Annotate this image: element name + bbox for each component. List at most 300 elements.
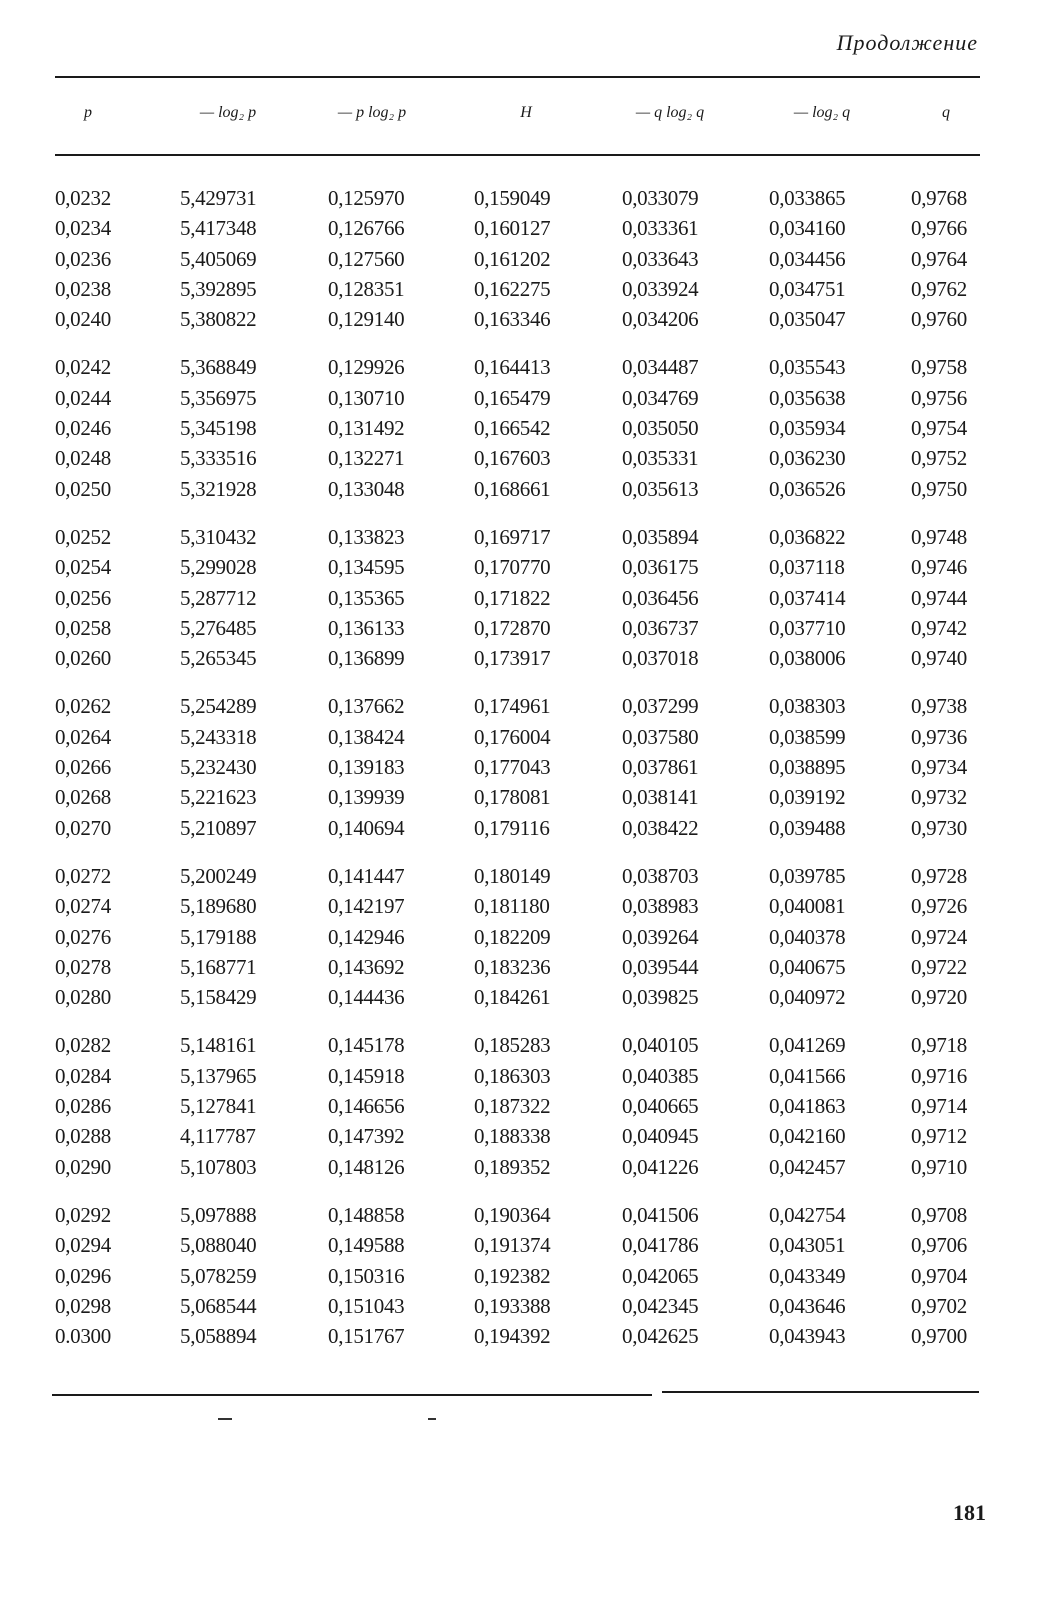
table-cell: 5,321928 [180,476,257,501]
table-cell: 0,142946 [328,924,405,949]
table-cell: 0,185283 [474,1033,551,1058]
table-cell: 0,133823 [328,524,405,549]
table-cell: 0,040378 [769,924,846,949]
table-cell: 5,189680 [180,894,257,919]
table-row [0,386,1058,416]
table-cell: 0,189352 [474,1154,551,1179]
table-cell: 0,0282 [55,1033,111,1058]
table-cell: 0,163346 [474,307,551,332]
table-cell: 0,039488 [769,815,846,840]
table-cell: 0,188338 [474,1124,551,1149]
table-cell: 0,0264 [55,724,111,749]
table-cell: 0,9706 [911,1233,967,1258]
table-cell: 0,135365 [328,585,405,610]
table-cell: 0,9734 [911,755,967,780]
table-cell: 5,368849 [180,355,257,380]
table-cell: 0,192382 [474,1263,551,1288]
table-cell: 0,042754 [769,1202,846,1227]
column-header-neg-log2-q: — log₂ q [793,104,851,121]
table-cell: 0,043646 [769,1293,846,1318]
table-cell: 5,058894 [180,1324,257,1349]
table-cell: 0,9724 [911,924,967,949]
row-group [0,694,1058,845]
table-row [0,477,1058,507]
table-row [0,925,1058,955]
table-row [0,955,1058,985]
header-rule [55,154,980,156]
table-cell: 0,0268 [55,785,111,810]
table-cell: 5,168771 [180,954,257,979]
table-cell: 0,041226 [622,1154,699,1179]
table-cell: 0,035894 [622,524,699,549]
table-row [0,646,1058,676]
table-cell: 0,035543 [769,355,846,380]
table-cell: 0,9716 [911,1063,967,1088]
continuation-label: Продолжение [836,30,978,55]
table-row [0,186,1058,216]
table-cell: 0,172870 [474,615,551,640]
table-cell: 0,9762 [911,276,967,301]
print-speck [218,1418,232,1420]
table-cell: 0,0232 [55,186,111,210]
table-cell: 0,036822 [769,524,846,549]
table-row [0,446,1058,476]
table-row [0,1264,1058,1294]
table-row [0,1233,1058,1263]
table-cell: 0,0276 [55,924,111,949]
table-cell: 5,429731 [180,186,257,210]
table-cell: 0,164413 [474,355,551,380]
table-cell: 0,042345 [622,1293,699,1318]
table-cell: 0,151043 [328,1293,405,1318]
table-cell: 0,039825 [622,985,699,1010]
table-cell: 0,038599 [769,724,846,749]
table-cell: 0,9756 [911,385,967,410]
table-cell: 0,033865 [769,186,846,210]
table-row [0,586,1058,616]
table-cell: 0,187322 [474,1094,551,1119]
table-row [0,525,1058,555]
table-cell: 5,405069 [180,246,257,271]
table-cell: 5,417348 [180,216,257,241]
table-cell: 0,146656 [328,1094,405,1119]
table-cell: 0,147392 [328,1124,405,1149]
table-row [0,1064,1058,1094]
table-cell: 0,0252 [55,524,111,549]
table-cell: 0,166542 [474,416,551,441]
table-cell: 0,0250 [55,476,111,501]
table-cell: 0,9722 [911,954,967,979]
table-cell: 0,9726 [911,894,967,919]
table-cell: 0,126766 [328,216,405,241]
table-row [0,277,1058,307]
table-cell: 5,232430 [180,755,257,780]
column-header-neg-q-log2-q: — q log₂ q [635,104,705,121]
table-cell: 5,210897 [180,815,257,840]
table-row [0,1124,1058,1154]
table-cell: 0,0272 [55,863,111,888]
table-row [0,1155,1058,1185]
table-cell: 0,129926 [328,355,405,380]
table-cell: 0,0238 [55,276,111,301]
table-cell: 0,033361 [622,216,699,241]
table-cell: 0,128351 [328,276,405,301]
table-cell: 5,356975 [180,385,257,410]
table-cell: 0,182209 [474,924,551,949]
table-cell: 5,299028 [180,555,257,580]
table-cell: 0,9736 [911,724,967,749]
table-cell: 0,039192 [769,785,846,810]
table-cell: 5,345198 [180,416,257,441]
bottom-rule-left [52,1394,652,1396]
table-cell: 5,287712 [180,585,257,610]
table-cell: 0,039785 [769,863,846,888]
table-row [0,785,1058,815]
table-cell: 0,176004 [474,724,551,749]
table-row [0,355,1058,385]
table-cell: 0,040385 [622,1063,699,1088]
table-row [0,985,1058,1015]
table-cell: 0,151767 [328,1324,405,1349]
table-cell: 0,9732 [911,785,967,810]
table-cell: 0,0240 [55,307,111,332]
table-row [0,307,1058,337]
table-cell: 0,173917 [474,646,551,671]
table-cell: 0,194392 [474,1324,551,1349]
table-cell: 0,139183 [328,755,405,780]
table-cell: 0,183236 [474,954,551,979]
table-row [0,1294,1058,1324]
table-cell: 0,042160 [769,1124,846,1149]
table-cell: 0,161202 [474,246,551,271]
table-cell: 0,9750 [911,476,967,501]
table-cell: 0,9764 [911,246,967,271]
table-cell: 0,0286 [55,1094,111,1119]
table-cell: 0,150316 [328,1263,405,1288]
table-cell: 0,9702 [911,1293,967,1318]
table-cell: 0,0296 [55,1263,111,1288]
table-cell: 0,038006 [769,646,846,671]
table-cell: 0,0244 [55,385,111,410]
table-cell: 0,160127 [474,216,551,241]
row-group [0,525,1058,676]
table-row [0,247,1058,277]
table-cell: 0,041786 [622,1233,699,1258]
table-cell: 0,041269 [769,1033,846,1058]
table-cell: 0.0300 [55,1324,111,1349]
table-cell: 0,9752 [911,446,967,471]
table-cell: 4,117787 [180,1124,256,1149]
table-cell: 0,9740 [911,646,967,671]
table-cell: 0,0248 [55,446,111,471]
table-cell: 0,0242 [55,355,111,380]
table-cell: 0,149588 [328,1233,405,1258]
table-cell: 5,097888 [180,1202,257,1227]
table-cell: 0,9746 [911,555,967,580]
table-cell: 0,0270 [55,815,111,840]
table-cell: 0,140694 [328,815,405,840]
table-cell: 0,181180 [474,894,550,919]
table-cell: 0,039264 [622,924,699,949]
table-cell: 0,133048 [328,476,405,501]
table-cell: 0,191374 [474,1233,551,1258]
table-cell: 0,036230 [769,446,846,471]
table-row [0,1094,1058,1124]
table-row [0,725,1058,755]
table-cell: 0,038703 [622,863,699,888]
column-header-neg-p-log2-p: — p log₂ p [337,104,407,121]
table-cell: 0,040675 [769,954,846,979]
table-cell: 0,171822 [474,585,551,610]
column-header-h: H [520,104,532,121]
table-cell: 0,037118 [769,555,845,580]
table-cell: 0,038983 [622,894,699,919]
table-cell: 0,038141 [622,785,699,810]
table-cell: 0,0294 [55,1233,111,1258]
table-cell: 0,9728 [911,863,967,888]
table-cell: 0,0266 [55,755,111,780]
table-cell: 0,0236 [55,246,111,271]
table-cell: 0,0288 [55,1124,111,1149]
page-number: 181 [953,1500,986,1525]
table-cell: 0,143692 [328,954,405,979]
table-cell: 0,148126 [328,1154,405,1179]
table-cell: 0,9730 [911,815,967,840]
table-cell: 0,0234 [55,216,111,241]
table-cell: 5,200249 [180,863,257,888]
table-cell: 0,9768 [911,186,967,210]
column-header-p: p [84,104,92,121]
entropy-table [0,186,1058,1372]
table-cell: 0,038303 [769,694,846,719]
table-cell: 0,037018 [622,646,699,671]
column-header-q: q [942,104,950,121]
table-cell: 0,043943 [769,1324,846,1349]
table-cell: 0,039544 [622,954,699,979]
table-cell: 0,040081 [769,894,846,919]
table-cell: 0,159049 [474,186,551,210]
table-cell: 0,035050 [622,416,699,441]
table-row [0,894,1058,924]
table-cell: 0,144436 [328,985,405,1010]
row-group [0,1033,1058,1184]
table-cell: 0,9758 [911,355,967,380]
table-cell: 0,034769 [622,385,699,410]
table-cell: 0,041566 [769,1063,846,1088]
table-cell: 0,131492 [328,416,405,441]
table-cell: 0,043051 [769,1233,846,1258]
table-cell: 0,042457 [769,1154,846,1179]
table-cell: 0,037580 [622,724,699,749]
table-cell: 0,036737 [622,615,699,640]
table-cell: 0,130710 [328,385,405,410]
print-speck [428,1418,436,1420]
table-cell: 0,035047 [769,307,846,332]
table-cell: 0,035934 [769,416,846,441]
table-cell: 0,043349 [769,1263,846,1288]
table-cell: 0,9738 [911,694,967,719]
table-cell: 5,265345 [180,646,257,671]
row-group [0,355,1058,506]
table-cell: 0,186303 [474,1063,551,1088]
table-cell: 0,035638 [769,385,846,410]
table-cell: 0,167603 [474,446,551,471]
table-cell: 0,034456 [769,246,846,271]
table-cell: 0,034751 [769,276,846,301]
table-cell: 0,9718 [911,1033,967,1058]
table-cell: 5,333516 [180,446,257,471]
table-cell: 0,037861 [622,755,699,780]
table-cell: 0,041506 [622,1202,699,1227]
table-cell: 5,310432 [180,524,257,549]
row-group [0,1203,1058,1354]
table-row [0,755,1058,785]
table-cell: 0,0260 [55,646,111,671]
table-cell: 5,276485 [180,615,257,640]
table-cell: 0,127560 [328,246,405,271]
column-headers [0,104,1058,134]
table-cell: 0,034487 [622,355,699,380]
table-cell: 0,141447 [328,863,405,888]
table-cell: 0,148858 [328,1202,405,1227]
table-row [0,1203,1058,1233]
table-cell: 0,0262 [55,694,111,719]
table-cell: 0,040665 [622,1094,699,1119]
table-cell: 0,169717 [474,524,551,549]
table-cell: 5,068544 [180,1293,257,1318]
table-row [0,216,1058,246]
table-cell: 0,9720 [911,985,967,1010]
table-cell: 5,127841 [180,1094,257,1119]
table-cell: 0,9714 [911,1094,967,1119]
table-cell: 0,036456 [622,585,699,610]
table-cell: 0,9760 [911,307,967,332]
table-cell: 0,9712 [911,1124,967,1149]
table-cell: 0,9754 [911,416,967,441]
table-cell: 0,9710 [911,1154,967,1179]
table-cell: 0,0284 [55,1063,111,1088]
table-cell: 0,180149 [474,863,551,888]
table-cell: 0,035331 [622,446,699,471]
table-cell: 0,142197 [328,894,405,919]
column-header-neg-log2-p: — log₂ p [199,104,257,121]
table-cell: 0,0290 [55,1154,111,1179]
table-row [0,416,1058,446]
table-cell: 0,137662 [328,694,405,719]
table-cell: 0,0278 [55,954,111,979]
table-cell: 0,125970 [328,186,405,210]
table-cell: 0,037710 [769,615,846,640]
table-cell: 0,165479 [474,385,551,410]
table-cell: 0,0298 [55,1293,111,1318]
table-cell: 0,040105 [622,1033,699,1058]
table-cell: 0,177043 [474,755,551,780]
table-cell: 0,132271 [328,446,405,471]
table-cell: 0,162275 [474,276,551,301]
table-cell: 0,178081 [474,785,551,810]
table-cell: 0,0292 [55,1202,111,1227]
table-cell: 0,193388 [474,1293,551,1318]
row-group [0,186,1058,337]
table-cell: 0,033643 [622,246,699,271]
bottom-rule-right [662,1391,979,1393]
table-cell: 0,138424 [328,724,405,749]
table-cell: 0,033924 [622,276,699,301]
table-cell: 0,9700 [911,1324,967,1349]
table-cell: 0,0258 [55,615,111,640]
row-group [0,864,1058,1015]
table-row [0,616,1058,646]
table-cell: 0,179116 [474,815,550,840]
table-cell: 0,033079 [622,186,699,210]
table-cell: 0,037299 [622,694,699,719]
table-row [0,1324,1058,1354]
table-cell: 0,9766 [911,216,967,241]
table-cell: 5,078259 [180,1263,257,1288]
table-cell: 0,145918 [328,1063,405,1088]
table-cell: 0,0256 [55,585,111,610]
table-cell: 0,040972 [769,985,846,1010]
table-cell: 0,040945 [622,1124,699,1149]
top-rule [55,76,980,78]
table-cell: 0,0274 [55,894,111,919]
table-cell: 5,254289 [180,694,257,719]
table-cell: 0,190364 [474,1202,551,1227]
table-cell: 5,088040 [180,1233,257,1258]
table-row [0,864,1058,894]
table-cell: 0,184261 [474,985,551,1010]
table-cell: 0,170770 [474,555,551,580]
table-cell: 0,037414 [769,585,846,610]
table-cell: 0,9704 [911,1263,967,1288]
table-cell: 5,221623 [180,785,257,810]
table-cell: 0,035613 [622,476,699,501]
table-cell: 0,136899 [328,646,405,671]
table-cell: 5,148161 [180,1033,257,1058]
table-cell: 0,038895 [769,755,846,780]
table-cell: 0,041863 [769,1094,846,1119]
table-cell: 5,380822 [180,307,257,332]
table-cell: 0,038422 [622,815,699,840]
table-row [0,555,1058,585]
table-row [0,694,1058,724]
table-cell: 0,9708 [911,1202,967,1227]
table-cell: 0,034206 [622,307,699,332]
table-cell: 0,9748 [911,524,967,549]
table-cell: 0,174961 [474,694,551,719]
table-cell: 0,0280 [55,985,111,1010]
table-cell: 0,036526 [769,476,846,501]
table-cell: 0,042625 [622,1324,699,1349]
table-cell: 0,168661 [474,476,551,501]
table-cell: 0,129140 [328,307,405,332]
table-cell: 5,137965 [180,1063,257,1088]
table-cell: 0,036175 [622,555,699,580]
table-row [0,816,1058,846]
table-cell: 0,042065 [622,1263,699,1288]
table-row [0,1033,1058,1063]
table-cell: 5,179188 [180,924,257,949]
table-cell: 0,0254 [55,555,111,580]
table-cell: 0,145178 [328,1033,405,1058]
table-cell: 0,9744 [911,585,967,610]
table-cell: 5,243318 [180,724,257,749]
table-cell: 5,107803 [180,1154,257,1179]
table-cell: 0,0246 [55,416,111,441]
table-cell: 0,034160 [769,216,846,241]
table-cell: 5,158429 [180,985,257,1010]
table-cell: 0,134595 [328,555,405,580]
